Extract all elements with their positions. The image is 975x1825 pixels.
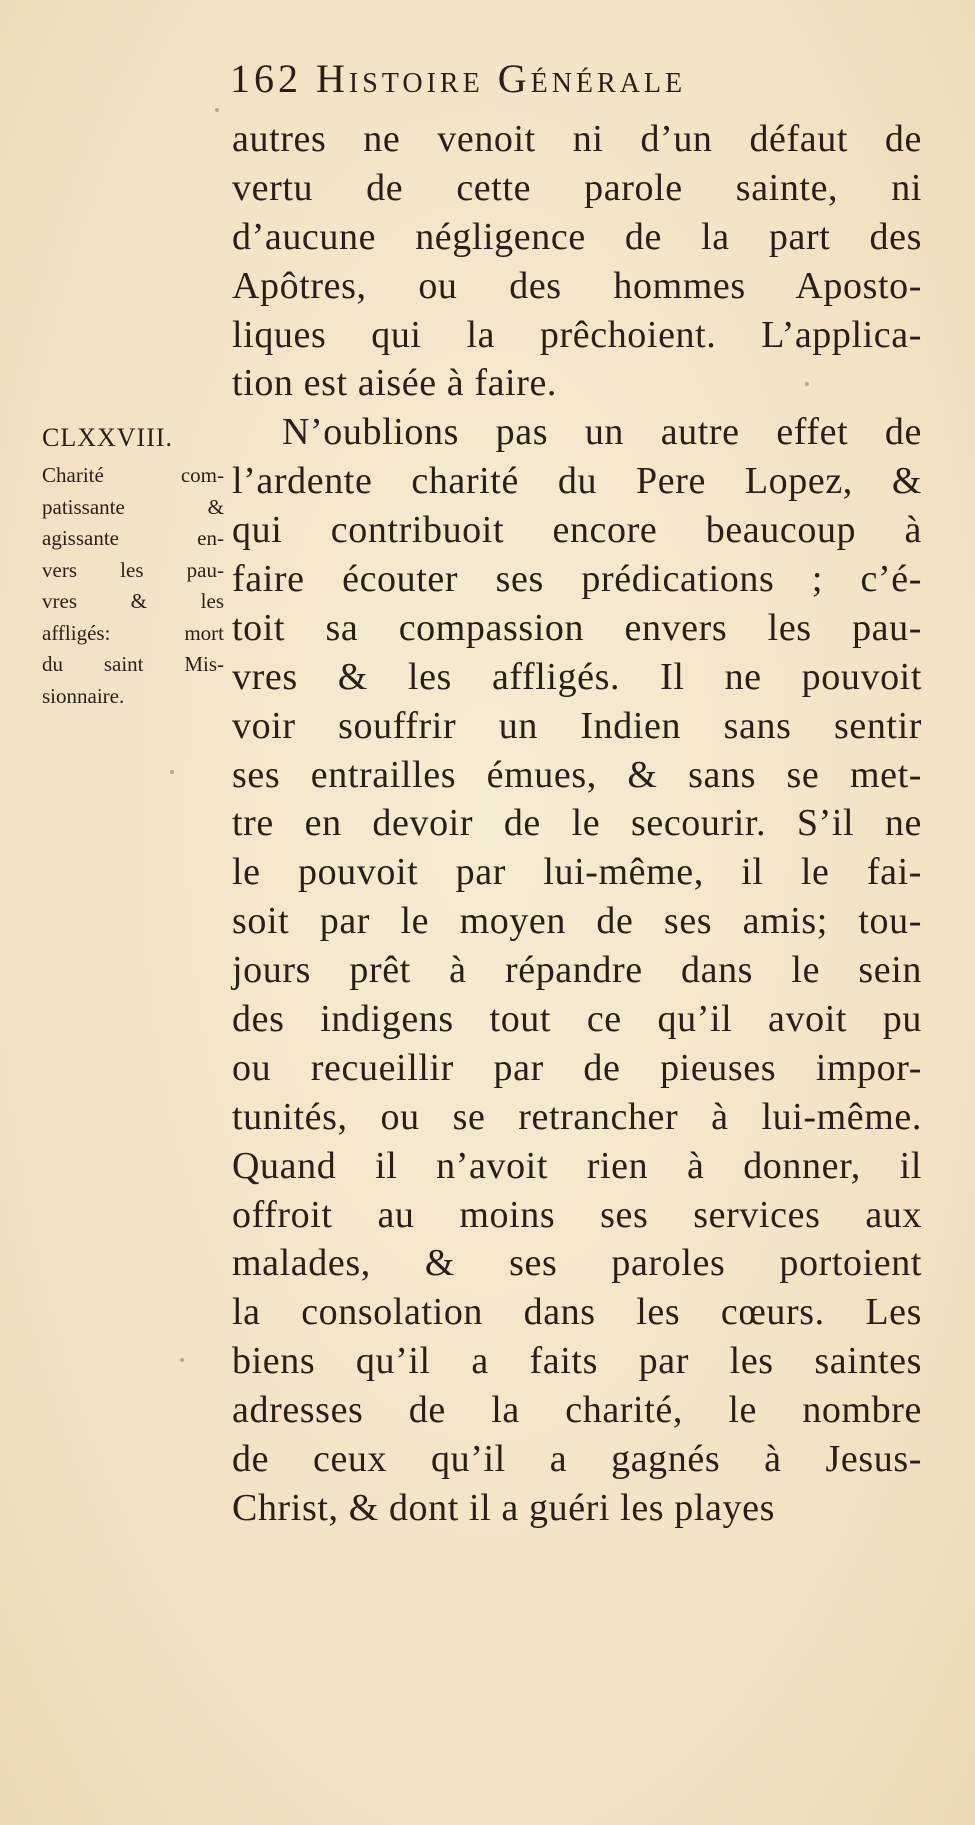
running-head (230, 54, 930, 104)
margin-note-line: du saint Mis- (42, 652, 224, 676)
paper-speck (180, 1358, 184, 1362)
text-line: liques qui la prêchoient. L’applica- (232, 313, 922, 356)
text-line: Christ, & dont il a guéri les playes (232, 1486, 775, 1529)
text-line: Apôtres, ou des hommes Aposto- (232, 264, 922, 307)
running-title: Histoire Générale (316, 56, 687, 101)
text-line: voir souffrir un Indien sans sentir (232, 704, 922, 747)
text-line: faire écouter ses prédications ; c’é- (232, 558, 922, 601)
text-line: offroit au moins ses services aux (232, 1193, 922, 1236)
text-line: de ceux qu’il a gagnés à Jesus- (232, 1438, 922, 1481)
text-line: qui contribuoit encore beaucoup à (232, 509, 922, 552)
text-line: vres & les affligés. Il ne pouvoit (232, 655, 922, 698)
text-line: le pouvoit par lui-même, il le fai- (232, 851, 922, 894)
margin-note-line: agissante en- (42, 526, 224, 550)
margin-note (42, 420, 224, 712)
text-line: ses entrailles émues, & sans se met- (232, 753, 922, 796)
margin-note-number: CLXXVIII. (42, 423, 174, 452)
text-line: biens qu’il a faits par les saintes (232, 1340, 922, 1383)
page-number: 162 (230, 56, 302, 101)
text-line: tre en devoir de le secourir. S’il ne (232, 802, 922, 845)
margin-note-line: vres & les (42, 589, 224, 613)
text-line: vertu de cette parole sainte, ni (232, 166, 922, 209)
margin-note-line: Charité com- (42, 463, 224, 487)
text-line: autres ne venoit ni d’un défaut de (232, 118, 922, 160)
text-line: tunités, ou se retrancher à lui-même. (232, 1095, 922, 1138)
margin-note-line: vers les pau- (42, 557, 224, 582)
text-line: toit sa compassion envers les pau- (232, 606, 922, 649)
margin-note-line: patissante & (42, 494, 224, 519)
text-line: la consolation dans les cœurs. Les (232, 1291, 922, 1334)
text-line: jours prêt à répandre dans le sein (232, 949, 922, 992)
text-line: Quand il n’avoit rien à donner, il (232, 1144, 922, 1187)
body-text (232, 115, 922, 1533)
text-line: soit par le moyen de ses amis; tou- (232, 900, 922, 943)
text-line: des indigens tout ce qu’il avoit pu (232, 998, 922, 1041)
text-line: d’aucune négligence de la part des (232, 215, 922, 258)
text-line: ou recueillir par de pieuses impor- (232, 1046, 922, 1089)
paper-speck (805, 382, 809, 386)
text-line: tion est aisée à faire. (232, 362, 558, 405)
paper-speck (215, 108, 219, 112)
paper-speck (170, 770, 174, 774)
margin-note-line: sionnaire. (42, 683, 125, 708)
text-line: l’ardente charité du Pere Lopez, & (232, 460, 922, 503)
text-line: malades, & ses paroles portoient (232, 1242, 922, 1285)
text-line: adresses de la charité, le nombre (232, 1389, 922, 1432)
margin-note-line: affligés: mort (42, 620, 224, 645)
paragraph-first-line: N’oublions pas un autre effet de (282, 411, 922, 454)
